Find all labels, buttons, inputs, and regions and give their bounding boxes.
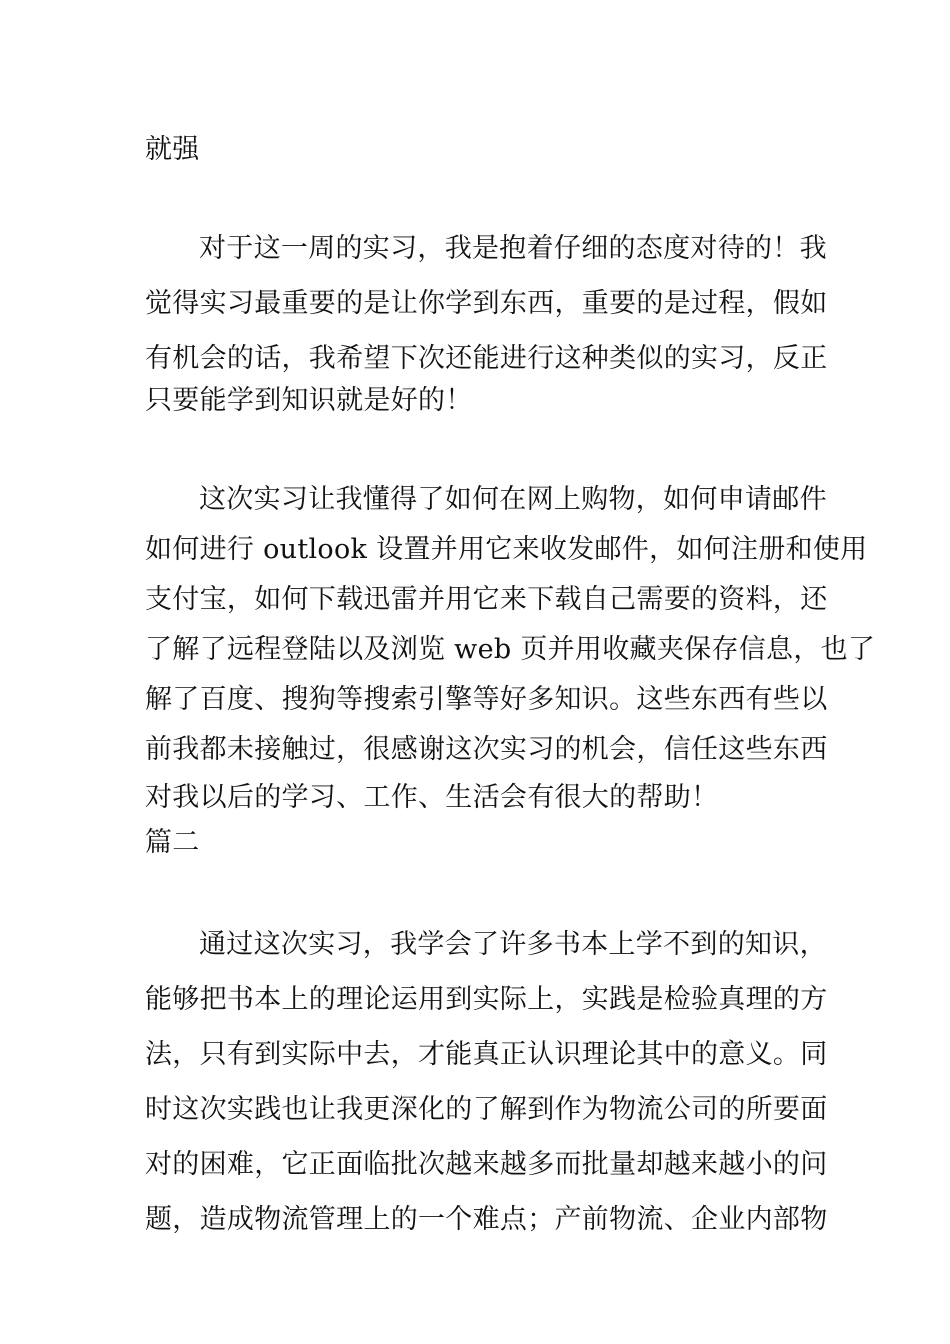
paragraph-1-line-3: 有机会的话，我希望下次还能进行这种类似的实习，反正: [145, 343, 828, 374]
paragraph-3-line-6: 题，造成物流管理上的一个难点；产前物流、企业内部物: [145, 1204, 828, 1235]
paragraph-2-line-3: 支付宝，如何下载迅雷并用它来下载自己需要的资料，还: [145, 584, 828, 615]
paragraph-3-line-5: 对的困难，它正面临批次越来越多而批量却越来越小的问: [145, 1149, 828, 1180]
section-heading: 篇二: [145, 827, 200, 858]
paragraph-2-line-2: 如何进行 outlook 设置并用它来收发邮件，如何注册和使用: [145, 534, 868, 565]
paragraph-2-line-4: 了解了远程登陆以及浏览 web 页并用收藏夹保存信息，也了: [145, 634, 876, 665]
paragraph-3-line-3: 法，只有到实际中去，才能真正认识理论其中的意义。同: [145, 1039, 828, 1070]
paragraph-3-line-4: 时这次实践也让我更深化的了解到作为物流公司的所要面: [145, 1094, 828, 1125]
paragraph-1-line-1: 对于这一周的实习，我是抱着仔细的态度对待的！我: [199, 233, 827, 264]
paragraph-2-line-7: 对我以后的学习、工作、生活会有很大的帮助！: [145, 782, 719, 813]
paragraph-3-line-2: 能够把书本上的理论运用到实际上，实践是检验真理的方: [145, 984, 828, 1015]
paragraph-3-line-1: 通过这次实习，我学会了许多书本上学不到的知识，: [199, 929, 827, 960]
paragraph-2-line-6: 前我都未接触过，很感谢这次实习的机会，信任这些东西: [145, 734, 828, 765]
paragraph-1-line-4: 只要能学到知识就是好的！: [145, 385, 473, 416]
paragraph-2-line-5: 解了百度、搜狗等搜索引擎等好多知识。这些东西有些以: [145, 684, 828, 715]
paragraph-1-line-2: 觉得实习最重要的是让你学到东西，重要的是过程，假如: [145, 288, 828, 319]
paragraph-2-line-1: 这次实习让我懂得了如何在网上购物，如何申请邮件: [199, 484, 827, 515]
paragraph-fragment: 就强: [145, 134, 200, 165]
